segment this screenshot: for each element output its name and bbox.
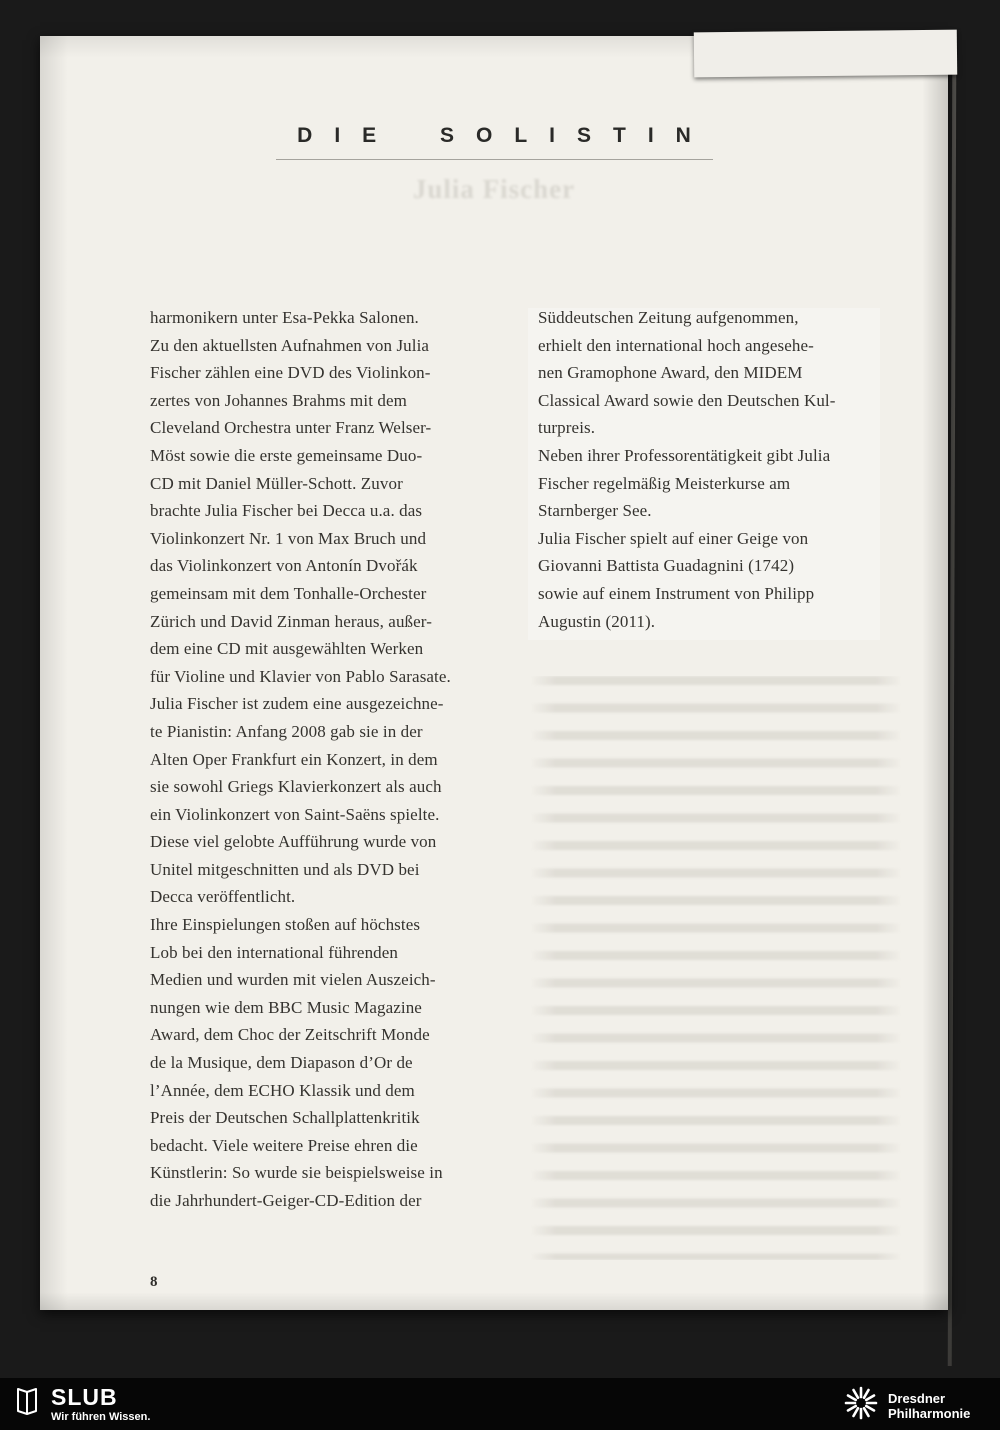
text-line: Süddeutschen Zeitung aufgenommen, <box>538 308 799 327</box>
text-line: Neben ihrer Professorentätigkeit gibt Julia <box>538 445 831 465</box>
text-line: Julia Fischer ist zudem eine ausgezeichne- <box>150 694 444 714</box>
text-line: Fischer regelmäßig Meisterkurse am <box>538 473 791 493</box>
text-line: de la Musique, dem Diapason d’Or de <box>150 1053 413 1073</box>
text-line: CD mit Daniel Müller-Schott. Zuvor <box>150 473 403 493</box>
adjacent-page-edge <box>694 30 957 78</box>
text-line: Zürich und David Zinman heraus, außer- <box>150 611 432 631</box>
paragraph <box>538 525 888 635</box>
text-line: nen Gramophone Award, den MIDEM <box>538 363 803 383</box>
text-line: Cleveland Orchestra unter Franz Welser- <box>150 418 432 438</box>
text-line: Preis der Deutschen Schallplattenkritik <box>150 1108 420 1128</box>
page-number: 8 <box>150 1274 158 1290</box>
text-line: nungen wie dem BBC Music Magazine <box>150 997 422 1017</box>
text-line: l’Année, dem ECHO Klassik und dem <box>150 1080 415 1100</box>
show-through-text-lines <box>530 676 902 1260</box>
text-line: Decca veröffentlicht. <box>150 887 296 907</box>
text-line: Lob bei den international führenden <box>150 942 399 962</box>
text-line: Möst sowie die erste gemeinsame Duo- <box>150 445 423 465</box>
text-line: te Pianistin: Anfang 2008 gab sie in der <box>150 721 423 741</box>
text-line: sowie auf einem Instrument von Philipp <box>538 583 815 603</box>
paragraph <box>150 304 492 911</box>
paragraph <box>150 911 492 1215</box>
page-stack-edge <box>948 68 957 1366</box>
text-line: Violinkonzert Nr. 1 von Max Bruch und <box>150 528 427 548</box>
text-column-right <box>538 304 888 635</box>
publisher-branding <box>843 1385 970 1426</box>
library-text <box>51 1386 150 1424</box>
text-line: Augustin (2011). <box>538 611 656 631</box>
section-heading-area <box>40 124 948 160</box>
text-column-left <box>150 304 492 1215</box>
section-heading: DIE SOLISTIN <box>297 124 713 147</box>
text-line: Künstlerin: So wurde sie beispielsweise in <box>150 1163 443 1183</box>
starburst-icon <box>843 1385 879 1426</box>
viewer-footer-bar <box>0 1378 1000 1430</box>
text-line: Medien und wurden mit vielen Auszeich- <box>150 970 436 990</box>
publisher-name-line1: Dresdner <box>888 1390 946 1406</box>
text-line: Unitel mitgeschnitten und als DVD bei <box>150 859 420 879</box>
text-line: die Jahrhundert-Geiger-CD-Edition der <box>150 1191 422 1210</box>
text-line: harmonikern unter Esa-Pekka Salonen. <box>150 308 419 327</box>
text-line: ein Violinkonzert von Saint-Saëns spielte. <box>150 804 440 824</box>
text-line: das Violinkonzert von Antonín Dvořák <box>150 556 418 576</box>
heading-rule <box>276 159 713 160</box>
text-line: gemeinsam mit dem Tonhalle-Orchester <box>150 583 427 603</box>
text-line: erhielt den international hoch angesehe- <box>538 335 814 355</box>
scanned-page <box>40 36 948 1310</box>
text-line: dem eine CD mit ausgewählten Werken <box>150 639 424 659</box>
text-line: zertes von Johannes Brahms mit dem <box>150 390 407 410</box>
text-line: für Violine und Klavier von Pablo Sarasate. <box>150 666 451 686</box>
text-line: Award, dem Choc der Zeitschrift Monde <box>150 1025 430 1045</box>
text-line: Zu den aktuellsten Aufnahmen von Julia <box>150 335 430 355</box>
text-line: Alten Oper Frankfurt ein Konzert, in dem <box>150 749 438 769</box>
text-line: Ihre Einspielungen stoßen auf höchstes <box>150 915 421 935</box>
paragraph <box>538 304 888 442</box>
text-line: Giovanni Battista Guadagnini (1742) <box>538 556 795 576</box>
library-branding <box>14 1386 150 1424</box>
library-tagline: Wir führen Wissen. <box>51 1411 151 1423</box>
library-name: SLUB <box>51 1384 118 1410</box>
text-line: sie sowohl Griegs Klavierkonzert als auch <box>150 777 442 797</box>
text-line: Julia Fischer spielt auf einer Geige von <box>538 528 809 548</box>
text-line: brachte Julia Fischer bei Decca u.a. das <box>150 501 423 521</box>
paragraph <box>538 442 888 525</box>
publisher-text <box>888 1391 970 1421</box>
text-line: turpreis. <box>538 418 596 438</box>
text-line: bedacht. Viele weitere Preise ehren die <box>150 1135 418 1155</box>
show-through-title: Julia Fischer <box>412 174 576 204</box>
text-line: Fischer zählen eine DVD des Violinkon- <box>150 363 431 383</box>
text-line: Starnberger See. <box>538 501 652 521</box>
text-line: Classical Award sowie den Deutschen Kul- <box>538 390 836 410</box>
slub-book-icon <box>14 1386 40 1421</box>
publisher-name-line2: Philharmonie <box>888 1405 971 1421</box>
text-line: Diese viel gelobte Aufführung wurde von <box>150 832 437 852</box>
